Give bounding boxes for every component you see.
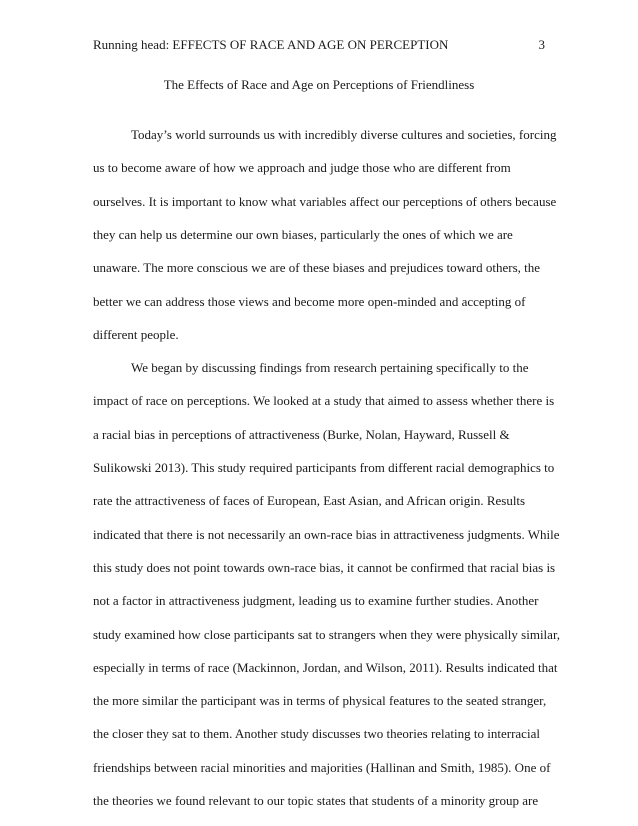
text-line: the more similar the participant was in terms of physical features to the seated stranger,	[93, 693, 547, 709]
text-line: this study does not point towards own-race bias, it cannot be confirmed that racial bias is	[93, 559, 556, 575]
text-line: ourselves. It is important to know what variables affect our perceptions of others because	[93, 193, 557, 209]
text-line: us to become aware of how we approach and judge those who are different from	[93, 160, 511, 176]
text-line: Sulikowski 2013). This study required participants from different racial demographics to	[93, 460, 555, 475]
running-head: Running head: EFFECTS OF RACE AND AGE ON PERCEPTION	[93, 37, 449, 52]
text-line: rate the attractiveness of faces of European, East Asian, and African origin. Results	[93, 493, 526, 509]
text-line: the theories we found relevant to our topic states that students of a minority group are	[93, 793, 539, 808]
page-number: 3	[538, 37, 545, 52]
text-line: not a factor in attractiveness judgment, leading us to examine further studies. Another	[93, 593, 539, 609]
text-line: the closer they sat to them. Another study discusses two theories relating to interracial	[93, 726, 540, 742]
text-line: different people.	[93, 326, 179, 342]
text-line: they can help us determine our own biases, particularly the ones of which we are	[93, 226, 513, 242]
paper-title: The Effects of Race and Age on Perceptions of Friendliness	[163, 77, 475, 92]
text-line: unaware. The more conscious we are of these biases and prejudices toward others, the	[93, 260, 541, 276]
page-header	[93, 36, 545, 54]
text-line: Today’s world surrounds us with incredibly diverse cultures and societies, forcing	[131, 127, 557, 142]
text-line: indicated that there is not necessarily an own-race bias in attractiveness judgments. While	[93, 526, 560, 542]
text-line: We began by discussing findings from research pertaining specifically to the	[131, 360, 529, 376]
text-line: impact of race on perceptions. We looked at a study that aimed to assess whether there is	[93, 393, 555, 409]
text-line: especially in terms of race (Mackinnon, Jordan, and Wilson, 2011). Results indicated that	[93, 659, 558, 675]
text-line: better we can address those views and become more open-minded and accepting of	[93, 293, 526, 309]
text-line: friendships between racial minorities and majorities (Hallinan and Smith, 1985). One of	[93, 759, 551, 775]
text-line: study examined how close participants sat to strangers when they were physically similar,	[93, 626, 560, 642]
text-line: a racial bias in perceptions of attractiveness (Burke, Nolan, Hayward, Russell &	[93, 426, 510, 442]
